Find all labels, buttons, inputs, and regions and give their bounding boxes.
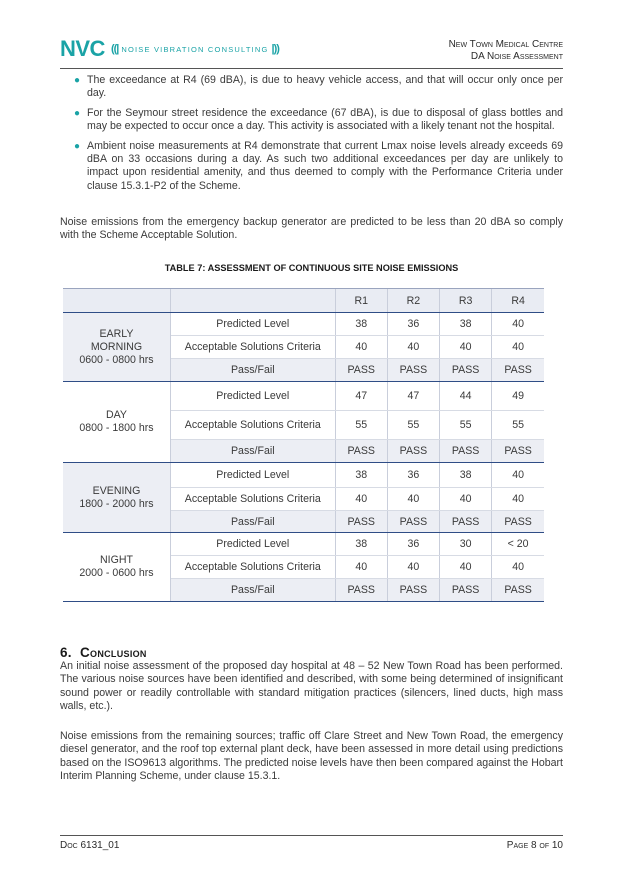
header-divider	[60, 68, 563, 69]
conclusion-paragraph: An initial noise assessment of the proposed day hospital at 48 – 52 New Town Road has been performed. The various noise sources have been identified and described, with some being determined of insignificant sound power or readily controllable with standard mitigation practices (silencers, lined ducts, high mass walls, etc.).	[60, 660, 563, 713]
table-row: Acceptable Solutions Criteria 40 40 40 40	[63, 336, 544, 359]
footer-divider	[60, 835, 563, 836]
project-name: New Town Medical Centre	[448, 39, 563, 50]
sound-wave-icon: ((|	[110, 43, 119, 55]
report-name: DA Noise Assessment	[470, 51, 563, 62]
document-reference: Doc 6131_01	[60, 840, 120, 851]
table-header-row	[63, 289, 544, 313]
list-item: ● The exceedance at R4 (69 dBA), is due to heavy vehicle access, and that will occur only once per day.	[74, 74, 563, 100]
bullet-icon: ●	[74, 140, 81, 152]
generator-paragraph: Noise emissions from the emergency backup generator are predicted to be less than 20 dBA so comply with the Scheme Acceptable Solution.	[60, 216, 563, 242]
bullet-icon: ●	[74, 75, 81, 86]
header-cell-r4: R4	[492, 289, 544, 313]
table-row: Pass/Fail PASS PASS PASS PASS	[63, 440, 544, 463]
period-cell: NIGHT 2000 - 0600 hrs	[63, 533, 170, 602]
table-row: Pass/Fail PASS PASS PASS PASS	[63, 511, 544, 533]
period-cell: EVENING 1800 - 2000 hrs	[63, 463, 170, 533]
table-row: Acceptable Solutions Criteria 40 40 40 40	[63, 488, 544, 511]
header-cell-r1: R1	[335, 289, 387, 313]
conclusion-paragraph: Noise emissions from the remaining sources; traffic off Clare Street and New Town Road, the emergency diesel generator, and the roof top external plant deck, have been assessed in more detail using predictions based on the ISO9613 algorithms. The predicted noise levels have then been compared against the Hobart Interim Planning Scheme, under clause 15.3.1.	[60, 730, 563, 783]
period-cell: EARLY MORNING 0600 - 0800 hrs	[63, 313, 170, 382]
period-cell: DAY 0800 - 1800 hrs	[63, 382, 170, 463]
header-cell-period	[63, 289, 170, 313]
table-row: Acceptable Solutions Criteria 40 40 40 40	[63, 556, 544, 579]
page-number: Page 8 of 10	[506, 840, 563, 851]
list-item: ● For the Seymour street residence the exceedance (67 dBA), is due to disposal of glass bottles and may be expected to occur once a day. This activity is associated with a likely tenant not the hospital.	[74, 106, 563, 133]
bullet-list	[60, 74, 563, 199]
noise-assessment-table	[63, 288, 544, 602]
bullet-icon: ●	[74, 107, 81, 119]
table-row: Pass/Fail PASS PASS PASS PASS	[63, 579, 544, 602]
header-cell-parameter	[170, 289, 335, 313]
document-title	[449, 39, 563, 63]
sound-wave-icon: |))	[271, 43, 279, 55]
logo-mark: NVC	[60, 36, 105, 61]
header-cell-r3: R3	[440, 289, 492, 313]
table-caption: TABLE 7: ASSESSMENT OF CONTINUOUS SITE NOISE EMISSIONS	[164, 263, 459, 273]
table-row: Pass/Fail PASS PASS PASS PASS	[63, 359, 544, 382]
table-row: Acceptable Solutions Criteria 55 55 55 55	[63, 411, 544, 440]
list-item: ● Ambient noise measurements at R4 demonstrate that current Lmax noise levels already exceeds 69 dBA on 33 occasions during a day. As such two additional exceedances per day are unlikely to impact upon residential amenity, and thus deemed to comply with the Performance Criteria under clause 15.3.1-P2 of the Scheme.	[74, 139, 563, 192]
company-logo	[60, 36, 279, 62]
header-cell-r2: R2	[387, 289, 439, 313]
table-row: DAY 0800 - 1800 hrs Predicted Level 47 47 44 49	[63, 382, 544, 411]
logo-text: NOISE VIBRATION CONSULTING	[121, 44, 269, 54]
table-row: EVENING 1800 - 2000 hrs Predicted Level 38 36 38 40	[63, 463, 544, 488]
section-heading: 6. Conclusion	[60, 645, 147, 660]
table-row: NIGHT 2000 - 0600 hrs Predicted Level 38 36 30 < 20	[63, 533, 544, 556]
table-row: EARLY MORNING 0600 - 0800 hrs Predicted Level 38 36 38 40	[63, 313, 544, 336]
